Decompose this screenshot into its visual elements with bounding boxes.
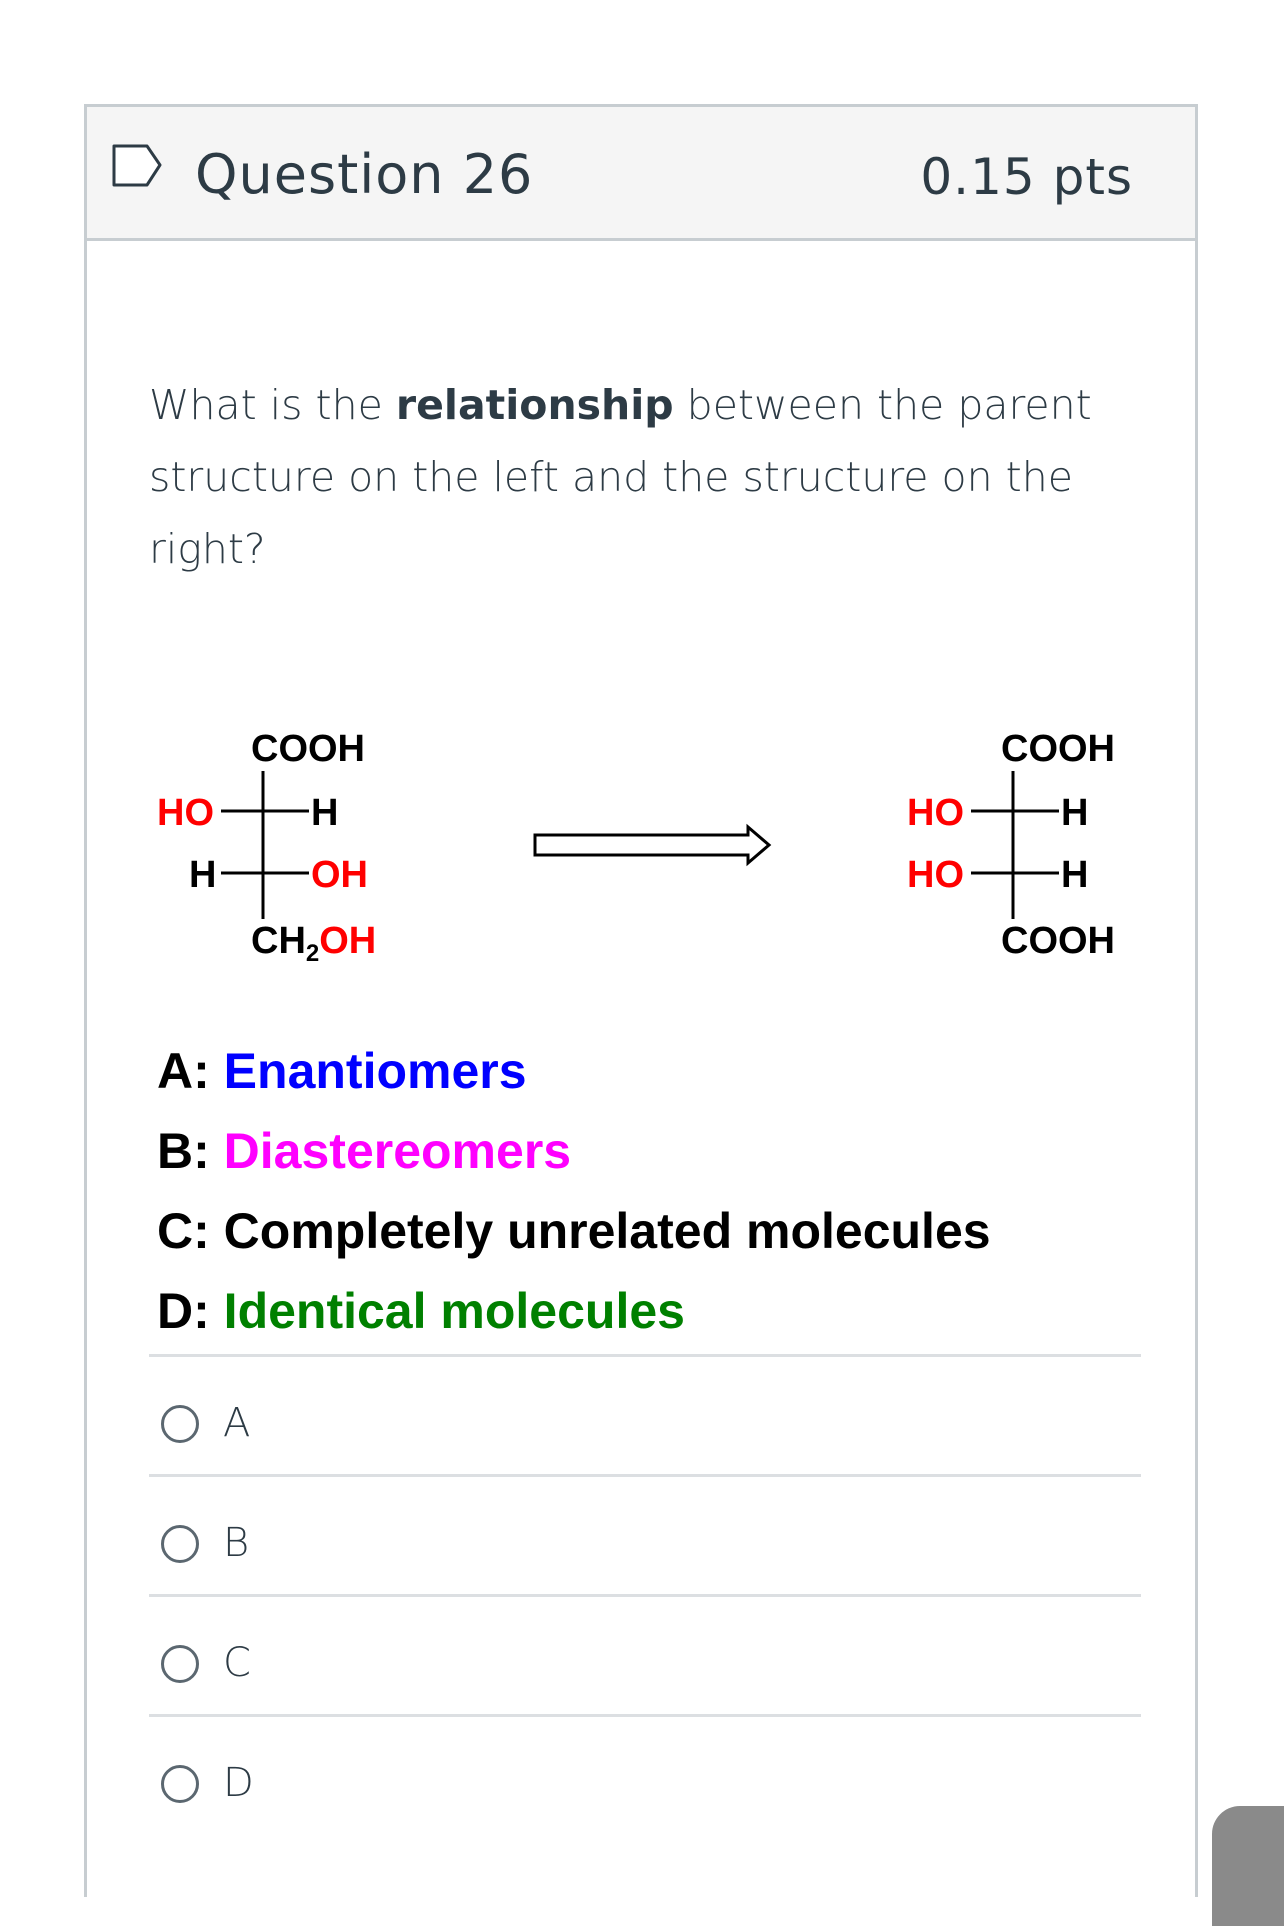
prompt-text-bold: relationship bbox=[395, 381, 674, 429]
answer-key-list bbox=[157, 1031, 991, 1351]
question-card bbox=[84, 104, 1198, 1897]
right-row2-right: H bbox=[1061, 854, 1089, 896]
answer-key-text: Diastereomers bbox=[223, 1123, 572, 1179]
answer-option-label: B bbox=[223, 1520, 250, 1566]
option-divider bbox=[149, 1474, 1141, 1477]
flag-question-icon[interactable] bbox=[111, 143, 163, 191]
prompt-text-end: between the parent structure on the left and the structure on the right? bbox=[149, 381, 1092, 573]
answer-key-letter: B: bbox=[157, 1123, 210, 1179]
answer-key-b bbox=[157, 1111, 991, 1191]
left-bottom-ch: CH bbox=[251, 920, 306, 962]
option-divider bbox=[149, 1354, 1141, 1357]
answer-key-letter: D: bbox=[157, 1283, 210, 1339]
answer-key-a bbox=[157, 1031, 991, 1111]
question-header bbox=[87, 107, 1195, 241]
right-row2-left: HO bbox=[907, 854, 964, 896]
answer-option-c[interactable] bbox=[161, 1627, 761, 1707]
answer-key-text: Identical molecules bbox=[223, 1283, 685, 1339]
answer-key-c bbox=[157, 1191, 991, 1271]
answer-option-a[interactable] bbox=[161, 1387, 761, 1467]
radio-button[interactable] bbox=[161, 1525, 199, 1563]
answer-option-label: D bbox=[223, 1760, 254, 1806]
answer-key-letter: A: bbox=[157, 1043, 210, 1099]
left-row1-left: HO bbox=[157, 792, 214, 834]
option-divider bbox=[149, 1714, 1141, 1717]
answer-option-b[interactable] bbox=[161, 1507, 761, 1587]
answer-option-label: C bbox=[223, 1640, 251, 1686]
right-fischer-projection bbox=[907, 728, 1115, 962]
right-row1-left: HO bbox=[907, 792, 964, 834]
answer-key-text: Enantiomers bbox=[223, 1043, 527, 1099]
option-divider bbox=[149, 1594, 1141, 1597]
answer-key-text: Completely unrelated molecules bbox=[223, 1203, 991, 1259]
question-points: 0.15 pts bbox=[920, 148, 1133, 206]
left-fischer-projection bbox=[157, 728, 376, 967]
left-row2-left: H bbox=[189, 854, 217, 896]
floating-corner-button[interactable] bbox=[1212, 1806, 1284, 1926]
prompt-text-start: What is the bbox=[149, 381, 396, 429]
left-row2-right: OH bbox=[311, 854, 368, 896]
left-bottom-subscript: 2 bbox=[305, 940, 320, 967]
right-bottom-group: COOH bbox=[1001, 920, 1115, 962]
answer-option-d[interactable] bbox=[161, 1747, 761, 1827]
reaction-arrow bbox=[535, 827, 769, 863]
answer-key-letter: C: bbox=[157, 1203, 210, 1259]
question-title: Question 26 bbox=[195, 143, 534, 206]
left-bottom-oh: OH bbox=[319, 920, 377, 962]
left-bottom-group bbox=[251, 920, 376, 967]
left-top-group: COOH bbox=[251, 728, 365, 770]
right-row1-right: H bbox=[1061, 792, 1089, 834]
answer-key-d bbox=[157, 1271, 991, 1351]
fischer-projections bbox=[87, 707, 1195, 987]
left-row1-right: H bbox=[311, 792, 339, 834]
question-prompt bbox=[149, 369, 1149, 585]
radio-button[interactable] bbox=[161, 1765, 199, 1803]
answer-option-label: A bbox=[223, 1400, 251, 1446]
right-top-group: COOH bbox=[1001, 728, 1115, 770]
radio-button[interactable] bbox=[161, 1645, 199, 1683]
radio-button[interactable] bbox=[161, 1405, 199, 1443]
